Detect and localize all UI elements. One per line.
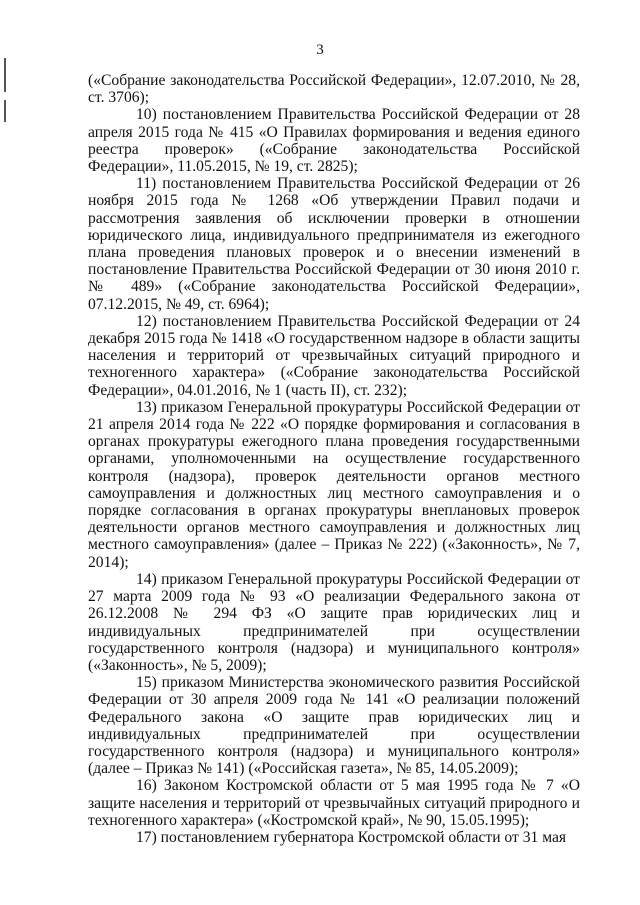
- paragraph-citation-continuation: («Собрание законодательства Российской Федерации», 12.07.2010, № 28, ст. 3706);: [88, 72, 580, 107]
- scan-margin-mark: [4, 100, 6, 122]
- paragraph-item-16: 16) Законом Костромской области от 5 мая 1995 года № 7 «О защите населения и территорий от чрезвычайных ситуаций природного и техногенного характера» («Костромской край», № 90, 15.05.1995);: [88, 777, 580, 829]
- paragraph-item-17: 17) постановлением губернатора Костромской области от 31 мая: [136, 828, 567, 846]
- paragraph-item-12: 12) постановлением Правительства Российской Федерации от 24 декабря 2015 года № 1418 «О государственном надзоре в области защиты населения и территорий от чрезвычайных ситуаций природного и техногенного характера» («Собрание законодательства Российской Федерации», 04.01.2016, № 1 (часть II), ст. 232);: [88, 312, 580, 399]
- paragraph-item-14: 14) приказом Генеральной прокуратуры Российской Федерации от 27 марта 2009 года № 93 «О реализации Федерального закона от 26.12.2008 № 294 ФЗ «О защите прав юридических лиц и индивидуальных предпринимателей при осуществлении государственного контроля (надзора) и муниципального контроля» («Законность», № 5, 2009);: [88, 570, 580, 674]
- page-number: 3: [316, 42, 324, 58]
- paragraph-item-10: 10) постановлением Правительства Российской Федерации от 28 апреля 2015 года № 415 «О Правилах формирования и ведения единого реестра проверок» («Собрание законодательства Российской Федерации», 11.05.2015, № 19, ст. 2825);: [88, 106, 580, 176]
- scan-margin-mark: [4, 58, 6, 92]
- paragraph-item-13: 13) приказом Генеральной прокуратуры Российской Федерации от 21 апреля 2014 года № 222 «О порядке формирования и согласования в органах прокуратуры ежегодного плана проведения государственными органами, уполномоченными на осуществление государственного контроля (надзора), проверок деятельности органов местного самоуправления и должностных лиц местного самоуправления и о порядке согласования в органах прокуратуры внеплановых проверок деятельности органов местного самоуправления и должностных лиц местного самоуправления» (далее – Приказ № 222) («Законность», № 7, 2014);: [88, 398, 580, 571]
- paragraph-item-15: 15) приказом Министерства экономического развития Российской Федерации от 30 апреля 2009 года № 141 «О реализации положений Федерального закона «О защите прав юридических лиц и индивидуальных предпринимателей при осуществлении государственного контроля (надзора) и муниципального контроля» (далее – Приказ № 141) («Российская газета», № 85, 14.05.2009);: [88, 674, 580, 778]
- paragraph-item-11: 11) постановлением Правительства Российской Федерации от 26 ноября 2015 года № 1268 «Об утверждении Правил подачи и рассмотрения заявления об исключении проверки в отношении юридического лица, индивидуального предпринимателя из ежегодного плана проведения плановых проверок и о внесении изменений в постановление Правительства Российской Федерации от 30 июня 2010 г. № 489» («Собрание законодательства Российской Федерации», 07.12.2015, № 49, ст. 6964);: [88, 175, 580, 313]
- document-body: [88, 72, 580, 846]
